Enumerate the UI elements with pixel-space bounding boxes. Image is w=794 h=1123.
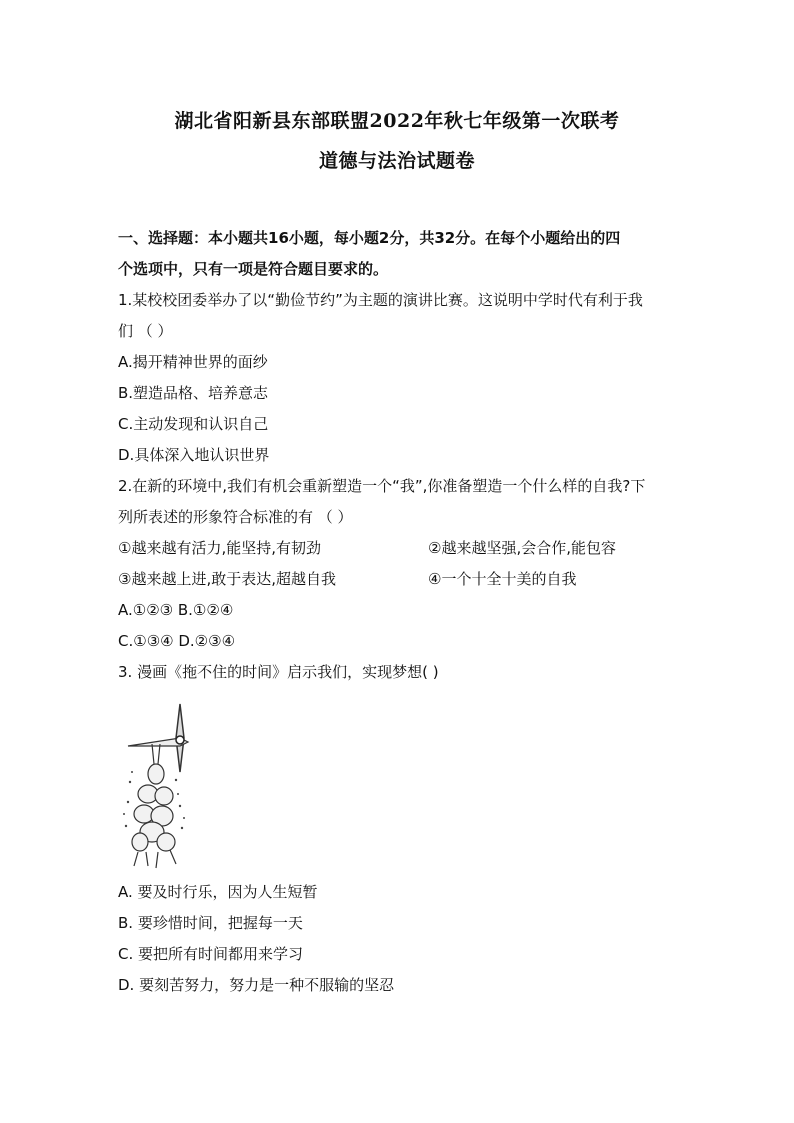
section-heading-line2: 个选项中，只有一项是符合题目要求的。 (118, 260, 389, 278)
q3-option-a: A. 要及时行乐，因为人生短暂 (118, 883, 318, 901)
q2-options-line2: C.①③④ D.②③④ (118, 632, 236, 650)
q1-stem-line2: 们 （ ） (118, 322, 173, 340)
q3-option-b: B. 要珍惜时间，把握每一天 (118, 914, 303, 932)
q3-stem: 3. 漫画《拖不住的时间》启示我们，实现梦想( ) (118, 663, 439, 681)
q2-item-2: ②越来越坚强,会合作,能包容 (428, 539, 616, 557)
q2-options-line1: A.①②③ B.①②④ (118, 601, 234, 619)
q2-item-3: ③越来越上进,敢于表达,超越自我 (118, 570, 336, 588)
q2-item-4: ④一个十全十美的自我 (428, 570, 577, 588)
q3-option-d: D. 要刻苦努力，努力是一种不服输的坚忍 (118, 976, 395, 994)
q1-option-c: C.主动发现和认识自己 (118, 415, 269, 433)
q2-stem-line1: 2.在新的环境中,我们有机会重新塑造一个“我”,你准备塑造一个什么样的自我?下 (118, 477, 646, 495)
exam-title: 湖北省阳新县东部联盟2022年秋七年级第一次联考 (174, 110, 620, 132)
q2-stem-line2: 列所表述的形象符合标准的有 （ ） (118, 508, 353, 526)
q1-stem-line1: 1.某校校团委举办了以“勤俭节约”为主题的演讲比赛。这说明中学时代有利于我 (118, 291, 643, 309)
exam-subtitle: 道德与法治试题卷 (318, 150, 475, 172)
q1-option-d: D.具体深入地认识世界 (118, 446, 270, 464)
q2-item-1: ①越来越有活力,能坚持,有韧劲 (118, 539, 321, 557)
q3-option-c: C. 要把所有时间都用来学习 (118, 945, 304, 963)
section-heading-line1: 一、选择题：本小题共16小题，每小题2分，共32分。在每个小题给出的四 (118, 229, 621, 247)
cartoon-clock-hand-figure (118, 702, 198, 870)
cartoon-illustration (118, 702, 198, 870)
q1-option-b: B.塑造品格、培养意志 (118, 384, 269, 402)
q1-option-a: A.揭开精神世界的面纱 (118, 353, 268, 371)
